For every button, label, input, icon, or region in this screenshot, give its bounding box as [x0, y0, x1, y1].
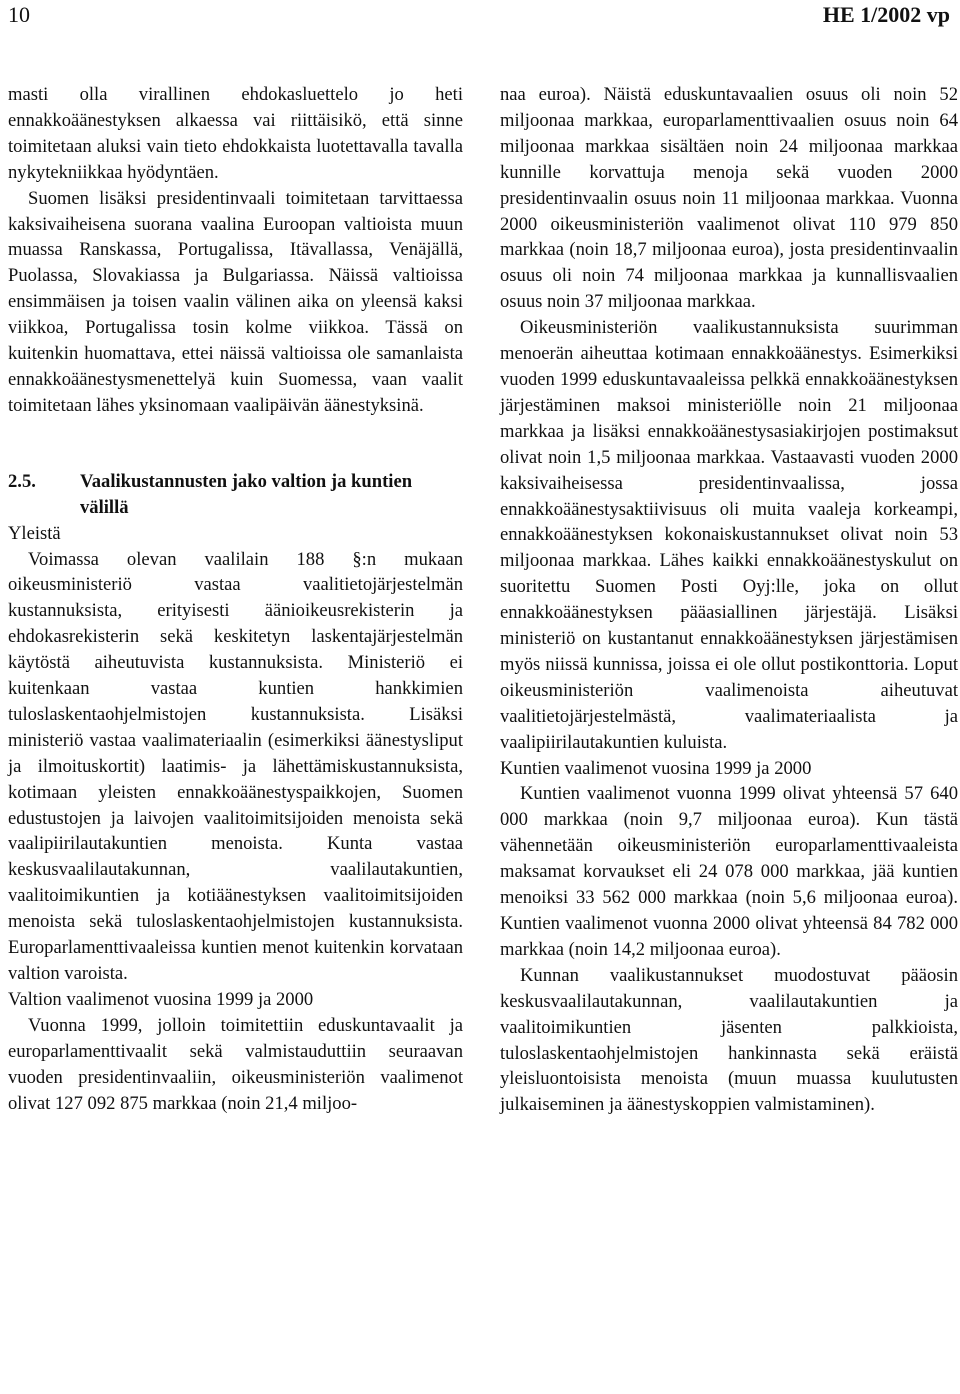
- page-header: [8, 2, 950, 32]
- section-number: 2.5.: [8, 470, 36, 492]
- right-column: [500, 82, 958, 1118]
- left-column: [8, 82, 463, 1116]
- page-number: 10: [8, 2, 30, 27]
- paragraph-left-3: Voimassa olevan vaalilain 188 §:n mukaan oikeusministeriö vastaa vaalitietojärjestelmän kustannuksista, erityisesti äänioikeusrekisterin ja ehdokasrekisterin sekä keskitetyn laskentajärjestelmän käytöstä aiheutuvista kustannuksista. Ministeriö ei kuitenkaan vastaa kuntien hankkimien tuloslaskentaohjelmistojen kustannuksista. Lisäksi ministeriö vastaa vaalimateriaalin (esimerkiksi äänestysliput ja ilmoituskortit) laatimis- ja lähettämiskustannuksista, kotimaan yleisten ennakkoäänestyspaikkojen, Suomen edustustojen ja laivojen vaalitoimitsijoiden menoista sekä vaalipiirilautakuntien menoista. Kunta vastaa keskusvaalilautakunnan, vaalilautakuntien, vaalitoimikuntien ja kotiäänestyksen vaalitoimitsijoiden menoista sekä tuloslaskentaohjelmistojen kustannuksista. Europarlamenttivaaleissa kuntien menot kuitenkin korvataan valtion varoista.: [8, 548, 463, 984]
- paragraph-right-1: naa euroa). Näistä eduskuntavaalien osuus oli noin 52 miljoonaa markkaa, europarlamenttivaalien osuus noin 64 miljoonaa markkaa sisältäen noin 24 miljoonaa markkaa kunnille korvattuja menoja sekä vuoden 2000 presidentinvaalin osuus noin 11 miljoonaa markkaa. Vuonna 2000 oikeusministeriön vaalimenot olivat 110 979 850 markkaa (noin 18,7 miljoonaa euroa), josta presidentinvaalin osuus oli noin 74 miljoonaa markkaa ja kunnallisvaalien osuus noin 37 miljoonaa markkaa.: [500, 84, 958, 313]
- paragraph-right-2: Oikeusministeriön vaalikustannuksista suurimman menoerän aiheuttaa kotimaan ennakkoäänestys. Esimerkiksi vuoden 1999 eduskuntavaaleissa pelkkä ennakkoäänestyksen järjestäminen maksoi ministeriölle noin 21 miljoonaa markkaa ja lisäksi ennakkoäänestysasiakirjojen postimaksut olivat noin 1,5 miljoonaa markkaa. Vastaavasti vuoden 2000 kaksivaiheisessa presidentinvaalissa, jossa ennakkoäänestysaktiivisuus oli muita vaaleja korkeampi, ennakkoäänestyksen kokonaiskustannukset olivat noin 53 miljoonaa markkaa. Lähes kaikki ennakkoäänestyskulut on suoritettu Suomen Posti Oyj:lle, joka on ollut ennakkoäänestyksen pääasiallinen järjestäjä. Lisäksi ministeriö on kustantanut ennakkoäänestyksen järjestämisen myös niissä kunnissa, joissa ei ole ollut postikonttoria. Loput oikeusministeriön vaalimenoista aiheutuvat vaalitietojärjestelmästä, vaalimateriaalista ja vaalipiirilautakuntien kuluista.: [500, 317, 958, 753]
- section-heading: [8, 469, 463, 521]
- subheading-state-costs: Valtion vaalimenot vuosina 1999 ja 2000: [8, 988, 314, 1010]
- subheading-general: Yleistä: [8, 522, 61, 544]
- subheading-municipal-costs: Kuntien vaalimenot vuosina 1999 ja 2000: [500, 757, 812, 779]
- paragraph-left-1: masti olla virallinen ehdokasluettelo jo heti ennakkoäänestyksen alkaessa vai riittäisikö, että sinne toimitetaan aluksi vain tieto ehdokkaista luotettavalla tavalla nykytekniikkaa hyödyntäen.: [8, 84, 463, 183]
- paragraph-right-3: Kuntien vaalimenot vuonna 1999 olivat yhteensä 57 640 000 markkaa (noin 9,7 miljoonaa euroa). Kun tästä vähennetään oikeusministeriön europarlamenttivaaleista maksamat korvaukset eli 24 078 000 markkaa, jää kuntien menoiksi 33 562 000 markkaa (noin 5,6 miljoonaa euroa). Kuntien vaalimenot vuonna 2000 olivat yhteensä 84 782 000 markkaa (noin 14,2 miljoonaa euroa).: [500, 783, 958, 960]
- paragraph-left-4: Vuonna 1999, jolloin toimitettiin eduskuntavaalit ja europarlamenttivaalit sekä valmistauduttiin seuraavan vuoden presidentinvaaliin, oikeusministeriön vaalimenot olivat 127 092 875 markkaa (noin 21,4 miljoo-: [8, 1014, 463, 1114]
- paragraph-right-4: Kunnan vaalikustannukset muodostuvat pääosin keskusvaalilautakunnan, vaalilautakuntien ja vaalitoimikuntien jäsenten palkkioista, tuloslaskentaohjelmistojen hankinnasta sekä eräistä yleisluontoisista menoista (muun muassa kuulutusten julkaiseminen ja äänestyskoppien valmistaminen).: [500, 964, 958, 1116]
- section-title: Vaalikustannusten jako valtion ja kuntien välillä: [80, 470, 413, 518]
- paragraph-left-2: Suomen lisäksi presidentinvaali toimitetaan tarvittaessa kaksivaiheisena suorana vaalina Euroopan valtioista muun muassa Ranskassa, Portugalissa, Itävallassa, Venäjällä, Puolassa, Slovakiassa ja Bulgariassa. Näissä valtioissa ensimmäisen ja toisen vaalin välinen aika on yleensä kaksi viikkoa, Portugalissa tosin kolme viikkoa. Tässä on kuitenkin huomattava, ettei näissä valtioissa ole samanlaista ennakkoäänestysmenettelyä kuin Suomessa, vaan vaalit toimitetaan lähes yksinomaan vaalipäivän äänestyksinä.: [8, 187, 463, 416]
- document-id: HE 1/2002 vp: [822, 2, 950, 27]
